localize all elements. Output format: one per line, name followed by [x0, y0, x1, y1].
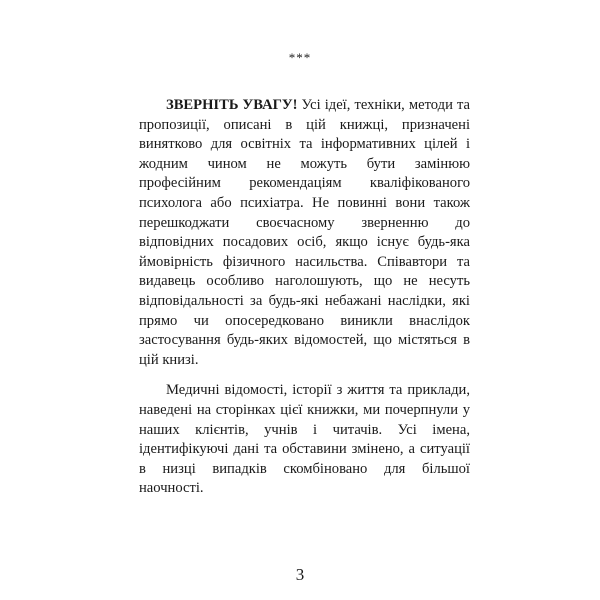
notice-paragraph [139, 96, 470, 370]
page-number: 3 [295, 565, 305, 584]
notice-text: Усі ідеї, техніки, методи та пропозиції, описані в цій книжці, призначені винятково для освітніх та інформативних цілей і жодним чином не можуть бути замінюю професійним рекомендаціям кваліфікованого психолога або психіатра. Не повинні вони також перешкоджати своєчасному зверненню до відповідних посадових осіб, якщо існує будь-яка ймовірність фізичного насильства. Співавтори та видавець особливо наголошують, що не несуть відповідальності за будь-які небажані наслідки, які прямо чи опосередковано виникли внаслідок застосування будь-яких відомостей, що містяться в цій книзі. [139, 97, 470, 368]
privacy-paragraph: Медичні відомості, історії з життя та приклади, наведені на сторінках цієї книжки, ми почерпнули у наших клієнтів, учнів і читачів. Усі імена, ідентифікуючі дані та обставини змінено, а ситуації в низці випадків скомбіновано для більшої наочності. [139, 382, 470, 497]
section-separator: *** [288, 50, 312, 65]
notice-lead: ЗВЕРНІТЬ УВАГУ! [166, 97, 298, 113]
text-block [139, 96, 470, 499]
